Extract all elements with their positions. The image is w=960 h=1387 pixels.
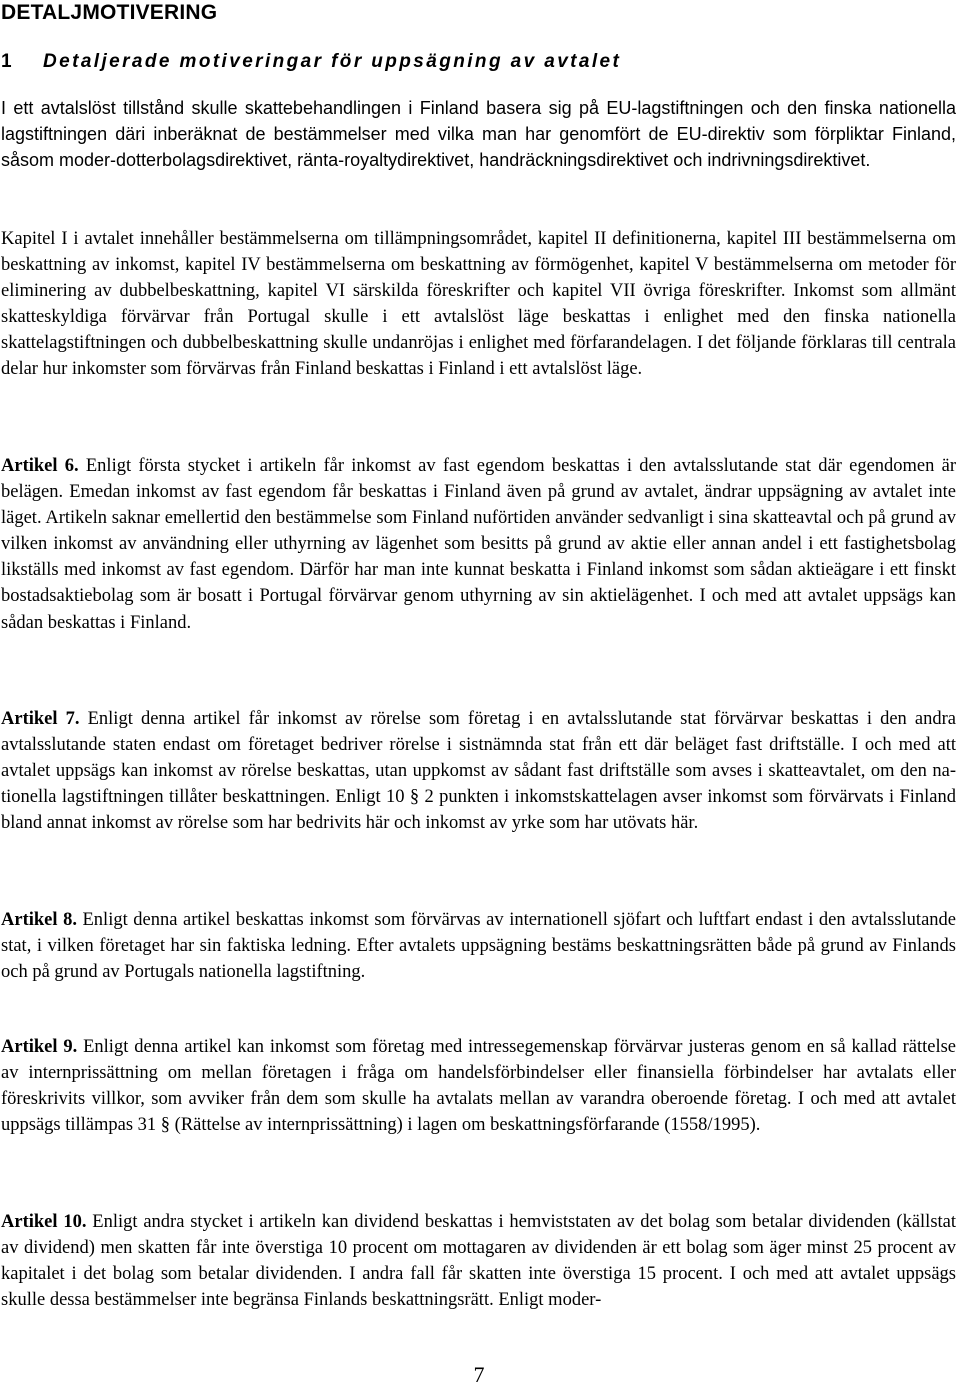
article-8-text: Enligt denna artikel beskattas inkomst som förvärvas av internationell sjöfart och luftfart endast i den avtalsslutande stat, i vilken företaget har sin faktiska ledning. Efter avtalets uppsägning bestäms beskattningsrätten både på grund av Finlands och på grund av Portugals nationella lagstiftning. (1, 910, 956, 983)
article-10-text: Enligt andra stycket i artikeln kan dividend beskattas i hemviststaten av det bolag som betalar dividenden (källstat av dividend) men skatten får inte överstiga 10 procent om mottagaren av dividenden är ett bolag som äger minst 25 procent av kapitalet i det bolag som betalar dividenden. I andra fall får skatten inte överstiga 15 procent. I och med att avtalet uppsägs skulle dessa bestämmelser inte begränsa Finlands beskattningsrätt. Enligt moder- (1, 1212, 957, 1311)
article-7-text: Enligt denna artikel får inkomst av rörelse som företag i en avtalsslutande stat förvärvar beskattas i den andra avtalsslutande staten endast om företaget bedriver rörelse i sistnämnda stat från ett där beläget fast driftställe. I och med att avtalet uppsägs kan inkomst av rörelse beskattas, utan uppkomst av sådant fast driftställe som avses i skatteavtalet, om den nationella lagstiftningen tillåter beskattningen. Enligt 10 § 2 punkten i inkomstskattelagen avser inkomst som förvärvats i Finland bland annat inkomst av rörelse som har bedrivits här och inkomst av yrke som har utövats här. (1, 709, 956, 834)
article-6-label: Artikel 6. (1, 456, 79, 476)
article-8-label: Artikel 8. (1, 910, 77, 930)
article-9-label: Artikel 9. (1, 1037, 78, 1057)
article-9-paragraph (1, 1034, 956, 1138)
section-title: Detaljerade motiveringar för uppsägning av avtalet (43, 51, 622, 72)
section-heading (1, 49, 959, 75)
chapters-paragraph: Kapitel I i avtalet innehåller bestämmelserna om tillämpningsområdet, kapitel II definitionerna, kapitel III bestämmelserna om beskattning av inkomst, kapitel IV bestämmelserna om beskattning av förmögenhet, kapitel V bestämmelserna om metoder för eliminering av dubbelbeskattning, kapitel VI särskilda föreskrifter och kapitel VII övriga föreskrifter. Inkomst som allmänt skatteskyldiga förvärvar från Portugal skulle i ett avtalslöst läge beskattas i enlighet med den finska nationella skattelagstiftningen och dubbelbeskattning skulle undanröjas i enlighet med förfarandelagen. I det följande förklaras till centrala delar hur inkomster som förvärvas från Finland beskattas i Finland i ett avtalslöst läge. (1, 229, 956, 380)
page-number: 7 (473, 1362, 485, 1387)
article-7-paragraph (1, 706, 956, 836)
article-7-label: Artikel 7. (1, 709, 80, 729)
document-title: DETALJMOTIVERING (1, 1, 218, 24)
article-6-paragraph (1, 453, 956, 636)
section-number: 1 (1, 51, 12, 72)
article-9-text: Enligt denna artikel kan inkomst som företag med intressegemenskap förvärvar justeras genom en så kallad rättelse av internprissättning om mellan företagen i fråga om handelsförbindelser eller finansiella förbindelser har avtalats eller föreskrivits villkor, som avviker från dem som skulle ha avtalats mellan av varandra oberoende företag. I och med att avtalet uppsägs tillämpas 31 § (Rättelse av internprissättning) i lagen om beskattningsförfarande (1558/1995). (1, 1037, 956, 1136)
article-10-label: Artikel 10. (1, 1212, 87, 1232)
intro-paragraph: I ett avtalslöst tillstånd skulle skattebehandlingen i Finland basera sig på EU-lagstiftningen och den finska nationella lagstiftningen däri inberäknat de bestämmelser med vilka man har genomfört de EU-direktiv som förpliktar Finland, såsom moder-dotterbolagsdirektivet, ränta-royaltydirektivet, handräckningsdirektivet och indrivningsdirektivet. (1, 98, 956, 171)
article-10-paragraph (1, 1209, 956, 1313)
article-6-text: Enligt första stycket i artikeln får inkomst av fast egendom beskattas i den avtalsslutande stat där egendomen är belägen. Emedan inkomst av fast egendom får beskattas i Finland även på grund av avtalet, ändrar uppsägning av avtalet inte läget. Artikeln saknar emellertid den bestämmelse som Finland nuförtiden använder sedvanligt i sina skatteavtal och på grund av vilken inkomst av användning eller uthyrning av lägenhet som besitts på grund av aktie eller annan andel i ett fastighetsbolag likställs med inkomst av fast egendom. Därför har man inte kunnat beskatta i Finland inkomst som sådan aktieägare i ett finskt bostadsaktiebolag som är bosatt i Portugal förvärvar genom uthyrning av sin aktielägenhet. I och med att avtalet uppsägs kan sådan beskattas i Finland. (1, 456, 956, 633)
article-8-paragraph (1, 907, 956, 985)
